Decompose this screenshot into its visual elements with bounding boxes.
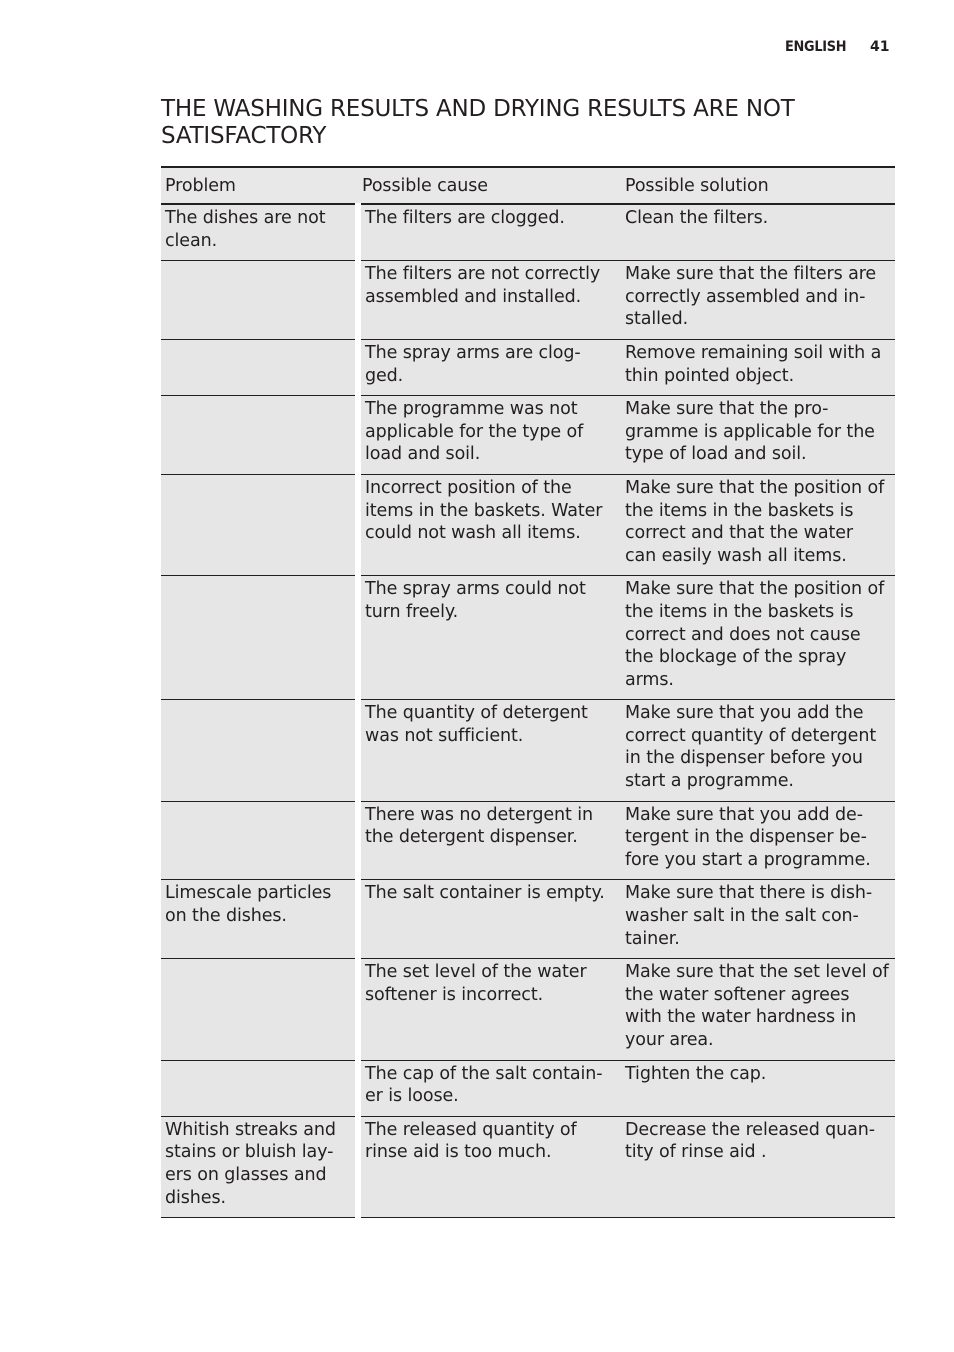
cell-cause: The filters are clogged.	[358, 204, 621, 261]
table-row	[161, 700, 895, 801]
cell-cause: Incorrect position of the items in the baskets. Water could not wash all items.	[358, 474, 621, 575]
cell-problem	[161, 339, 358, 395]
cell-cause: The set level of the water softener is incorrect.	[358, 959, 621, 1060]
cell-problem	[161, 474, 358, 575]
section-title: THE WASHING RESULTS AND DRYING RESULTS ARE NOT SATISFACTORY	[161, 96, 795, 149]
table-row	[161, 880, 895, 959]
table-row	[161, 959, 895, 1060]
cell-problem	[161, 396, 358, 475]
page-header	[0, 39, 954, 59]
cell-cause: The spray arms could not turn freely.	[358, 576, 621, 700]
page-number: 41	[870, 39, 890, 55]
cell-solution: Make sure that the position of the items in the baskets is correct and does not cause the blockage of the spray arms.	[621, 576, 895, 700]
table-row	[161, 576, 895, 700]
column-header-cause: Possible cause	[358, 167, 621, 204]
cell-problem	[161, 959, 358, 1060]
troubleshooting-table	[161, 166, 895, 1218]
cell-cause: There was no detergent in the detergent dispenser.	[358, 801, 621, 880]
cell-cause: The programme was not applicable for the type of load and soil.	[358, 396, 621, 475]
cell-cause: The spray arms are clog-ged.	[358, 339, 621, 395]
cell-problem	[161, 700, 358, 801]
cell-solution: Make sure that the pro-gramme is applicable for the type of load and soil.	[621, 396, 895, 475]
cell-cause: The filters are not correctly assembled and installed.	[358, 261, 621, 340]
cell-cause: The salt container is empty.	[358, 880, 621, 959]
cell-problem: The dishes are not clean.	[161, 204, 358, 261]
cell-solution: Make sure that there is dish-washer salt in the salt con-tainer.	[621, 880, 895, 959]
table-row	[161, 474, 895, 575]
cell-solution: Make sure that the filters are correctly assembled and in-stalled.	[621, 261, 895, 340]
cell-problem: Limescale particles on the dishes.	[161, 880, 358, 959]
cell-solution: Decrease the released quan-tity of rinse aid .	[621, 1116, 895, 1217]
cell-solution: Make sure that you add the correct quantity of detergent in the dispenser before you start a programme.	[621, 700, 895, 801]
cell-solution: Tighten the cap.	[621, 1060, 895, 1116]
cell-problem	[161, 261, 358, 340]
cell-problem: Whitish streaks and stains or bluish lay-ers on glasses and dishes.	[161, 1116, 358, 1217]
cell-cause: The cap of the salt contain-er is loose.	[358, 1060, 621, 1116]
table-row	[161, 261, 895, 340]
table-row	[161, 396, 895, 475]
cell-solution: Clean the filters.	[621, 204, 895, 261]
language-label: ENGLISH	[785, 39, 847, 55]
table-header-row	[161, 167, 895, 204]
table-row	[161, 339, 895, 395]
cell-problem	[161, 576, 358, 700]
table-row	[161, 1060, 895, 1116]
table-row	[161, 801, 895, 880]
cell-solution: Remove remaining soil with a thin pointed object.	[621, 339, 895, 395]
cell-problem	[161, 1060, 358, 1116]
cell-problem	[161, 801, 358, 880]
column-header-problem: Problem	[161, 167, 358, 204]
column-header-solution: Possible solution	[621, 167, 895, 204]
cell-cause: The quantity of detergent was not sufficient.	[358, 700, 621, 801]
table-header	[161, 167, 895, 204]
table-row	[161, 1116, 895, 1217]
table-body	[161, 204, 895, 1218]
cell-cause: The released quantity of rinse aid is too much.	[358, 1116, 621, 1217]
cell-solution: Make sure that the set level of the water softener agrees with the water hardness in your area.	[621, 959, 895, 1060]
cell-solution: Make sure that the position of the items in the baskets is correct and that the water can easily wash all items.	[621, 474, 895, 575]
table-row	[161, 204, 895, 261]
cell-solution: Make sure that you add de-tergent in the dispenser be-fore you start a programme.	[621, 801, 895, 880]
